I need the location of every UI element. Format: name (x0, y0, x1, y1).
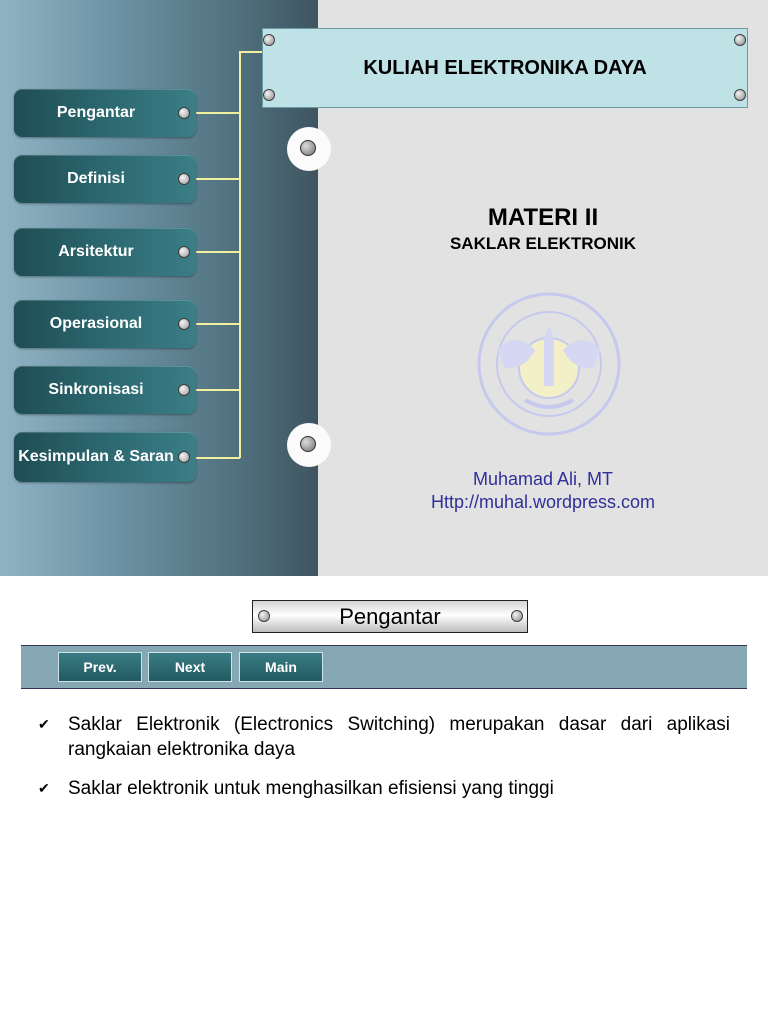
menu-item-kesimpulan-saran[interactable] (14, 432, 196, 482)
rivet-icon (258, 610, 270, 622)
bullet-list (38, 712, 730, 815)
bullet-text: Saklar Elektronik (Electronics Switching) merupakan dasar dari aplikasi rangkaian elektronika daya (68, 714, 730, 760)
menu-item-arsitektur[interactable] (14, 228, 196, 276)
author-name: Muhamad Ali, MT (472, 469, 614, 489)
binder-hole (287, 423, 331, 467)
menu-item-label: Definisi (67, 170, 125, 187)
menu-item-definisi[interactable] (14, 155, 196, 203)
menu-item-label: Kesimpulan & Saran (18, 448, 174, 465)
menu-item-label: Pengantar (56, 104, 136, 121)
rivet-icon (263, 34, 275, 46)
menu-knob-icon (178, 107, 190, 119)
rivet-icon (511, 610, 523, 622)
menu-item-operasional[interactable] (14, 300, 196, 348)
menu-knob-icon (178, 173, 190, 185)
check-icon: ✔ (38, 780, 50, 796)
rivet-icon (734, 89, 746, 101)
navigation-bar (21, 645, 747, 689)
materi-subtitle: SAKLAR ELEKTRONIK (449, 234, 637, 253)
list-item (38, 776, 730, 801)
menu-knob-icon (178, 246, 190, 258)
binder-hole (287, 127, 331, 171)
author-url: Http://muhal.wordpress.com (430, 492, 656, 512)
course-title-box (262, 28, 748, 108)
menu-knob-icon (178, 451, 190, 463)
menu-item-label: Sinkronisasi (48, 381, 144, 398)
section-title: Pengantar (339, 603, 441, 629)
section-title-button (252, 600, 528, 633)
rivet-icon (263, 89, 275, 101)
menu-item-pengantar[interactable] (14, 89, 196, 137)
bullet-text: Saklar elektronik untuk menghasilkan efisiensi yang tinggi (68, 778, 554, 799)
prev-button[interactable]: Prev. (58, 652, 142, 682)
menu-item-label: Arsitektur (58, 243, 134, 260)
menu-knob-icon (178, 318, 190, 330)
rivet-icon (734, 34, 746, 46)
university-seal-icon (475, 290, 623, 438)
list-item (38, 712, 730, 762)
check-icon: ✔ (38, 716, 50, 732)
next-button[interactable]: Next (148, 652, 232, 682)
main-button[interactable]: Main (239, 652, 323, 682)
course-title: KULIAH ELEKTRONIKA DAYA (363, 56, 647, 79)
materi-title: MATERI II (487, 204, 599, 231)
menu-item-sinkronisasi[interactable] (14, 366, 196, 414)
menu-item-label: Operasional (49, 315, 143, 332)
menu-knob-icon (178, 384, 190, 396)
